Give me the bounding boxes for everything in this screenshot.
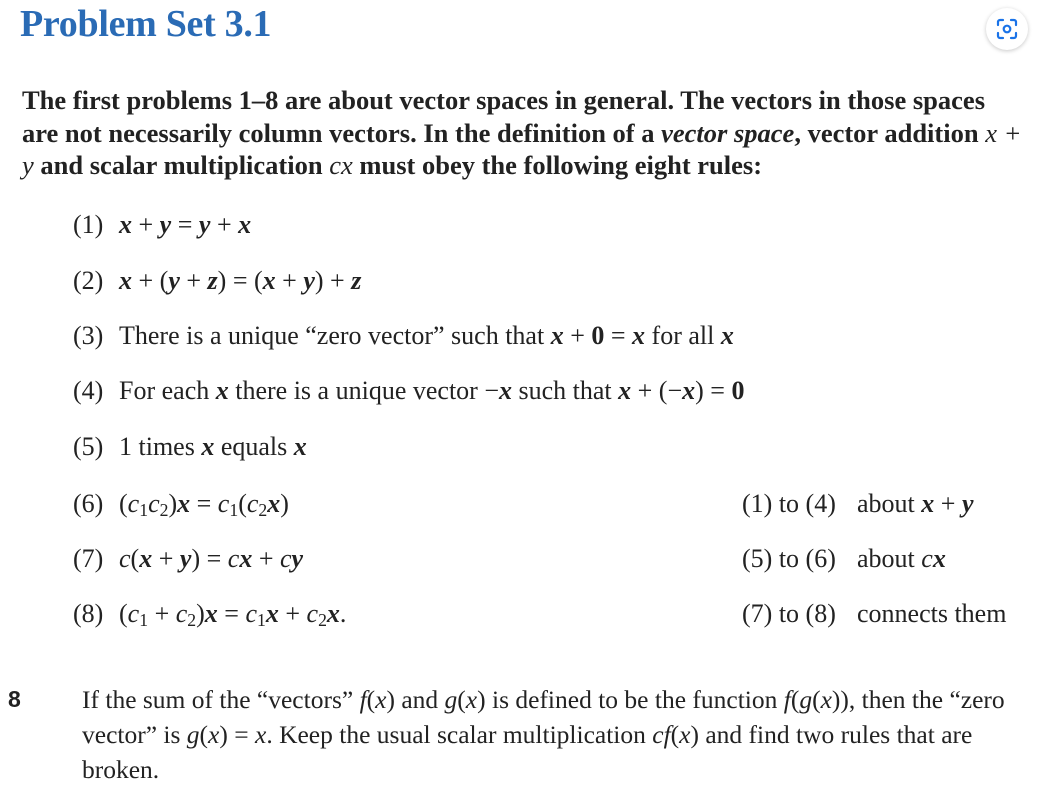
- rule-3: [73, 321, 734, 351]
- rule-number: (5): [73, 432, 104, 461]
- rule-text: There is a unique “zero vector” such that x + 0 = x for all x: [119, 321, 734, 350]
- rule-number: (1): [73, 210, 104, 239]
- summary-row-2: [742, 544, 946, 574]
- rule-number: (3): [73, 321, 104, 350]
- intro-expr-sum: x + y: [22, 117, 1022, 180]
- rule-expression: c(x + y) = cx + cy: [119, 544, 304, 573]
- summary-row-3: [742, 599, 1006, 629]
- intro-paragraph: [22, 84, 1027, 182]
- rule-7: [73, 544, 303, 574]
- summary-row-1: [742, 489, 973, 519]
- intro-text-4: must obey the following eight rules:: [352, 150, 763, 180]
- lens-scan-icon: [995, 17, 1019, 41]
- intro-text-3: and scalar multiplication: [33, 150, 330, 180]
- rule-5: [73, 432, 307, 462]
- rule-expression: $(c_1 + c_2)x = c_1x + c_2x$.: [119, 599, 347, 630]
- rule-expression: $(c_1c_2)x = c_1(c_2x)$: [119, 489, 289, 520]
- summary-range: (7) to (8): [742, 599, 836, 628]
- rule-6: [73, 489, 289, 521]
- rule-2: [73, 266, 361, 296]
- rule-text: 1 times x equals x: [119, 432, 307, 461]
- summary-range: (1) to (4): [742, 489, 836, 518]
- rule-number: (6): [73, 489, 104, 518]
- rule-4: [73, 376, 744, 406]
- rule-number: (8): [73, 599, 104, 628]
- intro-text-2: , vector addition: [794, 117, 986, 148]
- rule-text: For each x there is a unique vector −x such that x + (−x) = 0: [119, 376, 745, 405]
- summary-desc: about x + y: [857, 489, 974, 518]
- intro-expr-scalar: cx: [329, 150, 353, 180]
- lens-scan-button[interactable]: [986, 8, 1028, 50]
- intro-emphasis: vector space: [661, 117, 795, 148]
- rule-number: (7): [73, 544, 104, 573]
- intro-text-1: The first problems 1–8 are about vector spaces in general. The vectors in those spaces are not necessarily column vectors. In the definition of a: [22, 85, 986, 148]
- rule-1: [73, 210, 251, 240]
- summary-desc: connects them: [857, 599, 1007, 628]
- problem-number: 8: [8, 686, 21, 712]
- problem-text: If the sum of the “vectors” f(x) and g(x) is defined to be the function f(g(x)), then the “zero vector” is g(x) = x. Keep the usual scalar multiplication cf(x) and find two rules that are broken.: [82, 685, 1005, 784]
- rule-8: [73, 599, 346, 631]
- rule-number: (4): [73, 376, 104, 405]
- rule-expression: x + (y + z) = (x + y) + z: [119, 266, 362, 295]
- rule-expression: x + y = y + x: [119, 210, 252, 239]
- page-title: Problem Set 3.1: [20, 3, 272, 45]
- summary-range: (5) to (6): [742, 544, 836, 573]
- rule-number: (2): [73, 266, 104, 295]
- summary-desc: about cx: [857, 544, 946, 573]
